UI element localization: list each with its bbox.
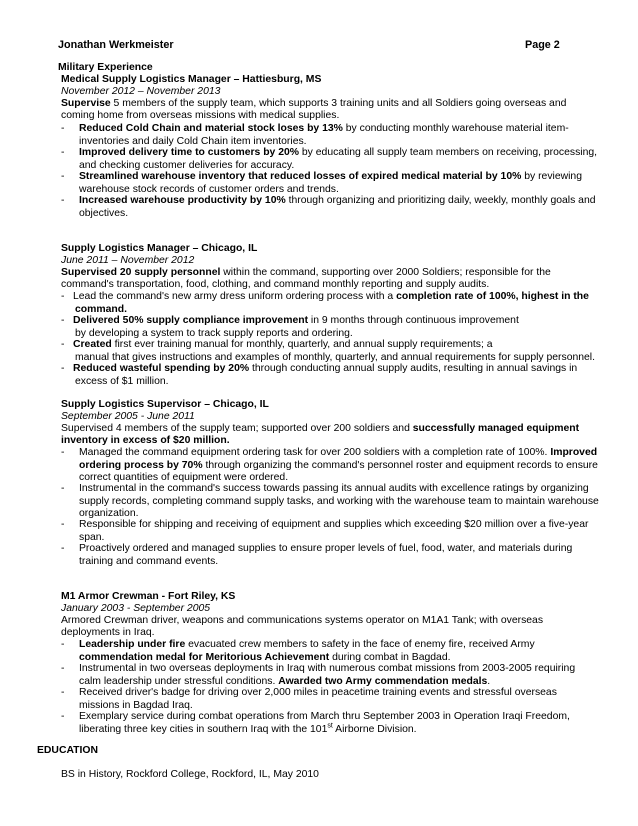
job1-summary-line1: Supervise 5 members of the supply team, which supports 3 training units and all Soldiers going overseas and <box>61 98 567 109</box>
job2-title: Supply Logistics Manager – Chicago, IL <box>61 243 258 254</box>
job4-title: M1 Armor Crewman - Fort Riley, KS <box>61 591 236 602</box>
job3-title: Supply Logistics Supervisor – Chicago, IL <box>61 399 269 410</box>
bullet-dash: - <box>61 711 65 722</box>
bullet-dash: - <box>61 291 65 302</box>
job4-summary-line2: deployments in Iraq. <box>61 627 155 638</box>
resume-name: Jonathan Werkmeister <box>58 39 174 51</box>
bullet-dash: - <box>61 363 65 374</box>
section-heading-military: Military Experience <box>58 62 153 73</box>
job1-summary-line2: coming home from overseas missions with medical supplies. <box>61 110 340 121</box>
bullet-dash: - <box>61 639 65 650</box>
job4-dates: January 2003 - September 2005 <box>61 603 211 614</box>
job3-dates: September 2005 - June 2011 <box>61 411 195 422</box>
bullet-dash: - <box>61 315 65 326</box>
bullet-dash: - <box>61 519 65 530</box>
bullet-dash: - <box>61 339 65 350</box>
job3-summary-line1: Supervised 4 members of the supply team; supported over 200 soldiers and successfully managed equipment <box>61 423 580 434</box>
job2-summary-line1: Supervised 20 supply personnel within the command, supporting over 2000 Soldiers; responsible for the <box>61 267 551 278</box>
bullet-dash: - <box>61 483 65 494</box>
bullet-dash: - <box>61 687 65 698</box>
bullet-dash: - <box>61 123 65 134</box>
superscript: st <box>327 722 333 730</box>
page-number: Page 2 <box>525 39 560 51</box>
education-entry: BS in History, Rockford College, Rockford, IL, May 2010 <box>61 769 319 780</box>
job1-dates: November 2012 – November 2013 <box>61 86 221 97</box>
bullet-dash: - <box>61 663 65 674</box>
job4-summary-line1: Armored Crewman driver, weapons and communications systems operator on M1A1 Tank; with overseas <box>61 615 544 626</box>
job3-summary-line2: inventory in excess of $20 million. <box>61 435 230 446</box>
bullet-dash: - <box>61 195 65 206</box>
job1-title: Medical Supply Logistics Manager – Hattiesburg, MS <box>61 74 322 85</box>
section-heading-education: EDUCATION <box>37 745 98 756</box>
bullet-dash: - <box>61 171 65 182</box>
job2-dates: June 2011 – November 2012 <box>61 255 195 266</box>
bullet-dash: - <box>61 147 65 158</box>
bullet-dash: - <box>61 543 65 554</box>
job2-summary-line2: command's transportation, food, clothing, and command monthly reporting and supply audits. <box>61 279 490 290</box>
bullet-dash: - <box>61 447 65 458</box>
